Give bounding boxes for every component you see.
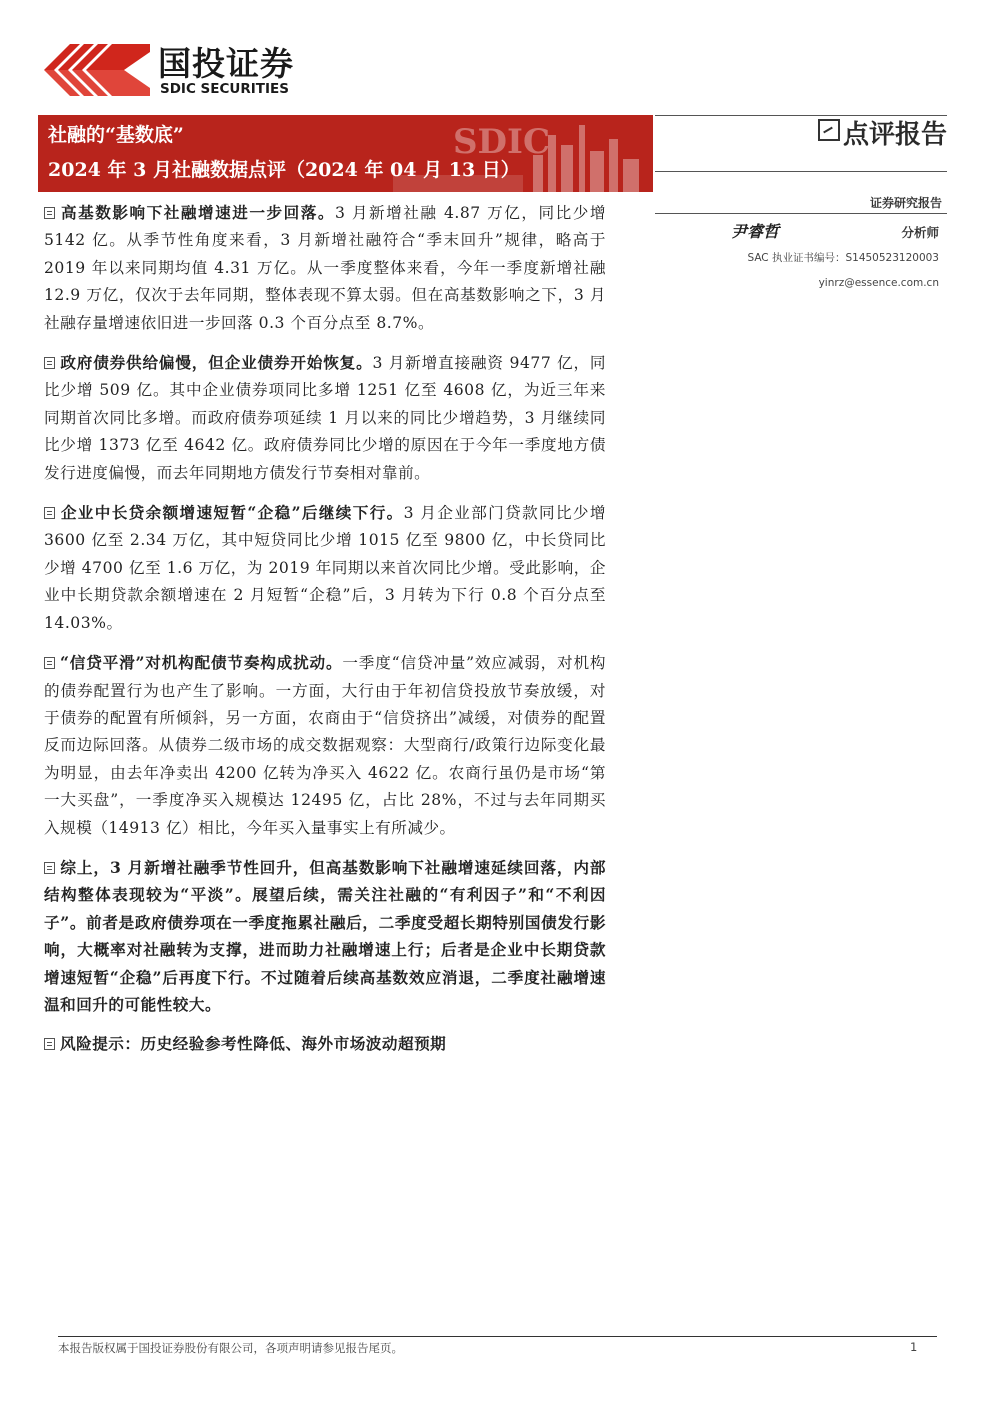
- bullet-icon: [44, 507, 55, 519]
- sidebar-analyst-rule: [655, 213, 947, 214]
- paragraph-lead: 政府债券供给偏慢，但企业债券开始恢复。: [60, 353, 373, 373]
- logo-stripes-icon: [44, 44, 150, 96]
- company-logo: [44, 44, 324, 100]
- title-banner: [38, 115, 653, 192]
- analyst-cert: SAC 执业证书编号：S1450523120003: [747, 252, 939, 264]
- banner-watermark-text: SDIC: [453, 122, 551, 162]
- paragraph-text: 3 月企业部门贷款同比少增 3600 亿至 2.34 万亿，其中短贷同比少增 1015 亿至 9800 亿，中长贷同比少增 4700 亿至 1.6 万亿，为 2019 年同期以来首次同比少增。受此影响，企业中长期贷款余额增速在 2 月短暂“企稳”后，3 月转为下行 0.8 个百分点至 14.03%。: [44, 504, 606, 632]
- report-title: 社融的“基数底”: [48, 124, 184, 146]
- logo-english-name: SDIC SECURITIES: [160, 81, 289, 97]
- paragraph-lead: 高基数影响下社融增速进一步回落。: [60, 203, 335, 222]
- paragraph-2: [44, 349, 606, 487]
- paragraph-lead: “信贷平滑”对机构配债节奏构成扰动。: [60, 653, 343, 673]
- sidebar-mid-rule: [655, 171, 947, 172]
- bullet-icon: [44, 862, 55, 874]
- report-subtitle: 2024 年 3 月社融数据点评（2024 年 04 月 13 日）: [48, 159, 520, 181]
- bullet-icon: [44, 357, 55, 369]
- paragraph-text: 一季度“信贷冲量”效应减弱，对机构的债券配置行为也产生了影响。一方面，大行由于年初信贷投放节奏放缓，对于债券的配置有所倾斜，另一方面，农商由于“信贷挤出”减缓，对债券的配置反而边际回落。从债券二级市场的成交数据观察：大型商行/政策行边际变化最为明显，由去年净卖出 4200 亿转为净买入 4622 亿。农商行虽仍是市场“第一大买盘”，一季度净买入规模达 12495 亿，占比 28%，不过与去年同期买入规模（14913 亿）相比，今年买入量事实上有所减少。: [44, 654, 606, 837]
- paragraph-text: 综上，3 月新增社融季节性回升，但高基数影响下社融增速延续回落，内部结构整体表现较为“平淡”。展望后续，需关注社融的“有利因子”和“不利因子”。前者是政府债券项在一季度拖累社融后，二季度受超长期特别国债发行影响，大概率对社融转为支撑，进而助力社融增速上行；后者是企业中长期贷款增速短暂“企稳”后再度下行。不过随着后续高基数效应消退，二季度社融增速温和回升的可能性较大。: [44, 857, 606, 1014]
- report-type-text: 点评报告: [842, 120, 947, 150]
- paragraph-summary: [44, 854, 606, 1018]
- paragraph-text: 3 月新增直接融资 9477 亿，同比少增 509 亿。其中企业债券项同比多增 1251 亿至 4608 亿，为近三年来同期首次同比多增。而政府债券项延续 1 月以来的同比少增趋势，3 月继续同比少增 1373 亿至 4642 亿。政府债券同比少增的原因在于今年一季度地方债发行进度偏慢，而去年同期地方债发行节奏相对靠前。: [44, 354, 606, 482]
- paragraph-text: 3 月新增社融 4.87 万亿，同比少增 5142 亿。从季节性角度来看，3 月新增社融符合“季末回升”规律，略高于 2019 年以来同期均值 4.31 万亿。从一季度整体来看，今年一季度新增社融 12.9 万亿，仅次于去年同期，整体表现不算太弱。但在高基数影响之下，3 月社融存量增速依旧进一步回落 0.3 个百分点至 8.7%。: [44, 204, 606, 332]
- paragraph-3: [44, 499, 606, 637]
- chart-trend-icon: [818, 119, 840, 141]
- analyst-email[interactable]: yinrz@essence.com.cn: [818, 277, 939, 289]
- report-type-label: [818, 115, 947, 155]
- page-number: 1: [910, 1340, 918, 1354]
- footer-rule: [58, 1336, 937, 1337]
- report-kind: 证券研究报告: [869, 196, 942, 210]
- paragraph-4: [44, 649, 606, 842]
- paragraph-1: [44, 199, 606, 337]
- footer-disclaimer: 本报告版权属于国投证券股份有限公司，各项声明请参见报告尾页。: [58, 1341, 403, 1355]
- bullet-icon: [44, 657, 55, 669]
- paragraph-text: 风险提示：历史经验参考性降低、海外市场波动超预期: [60, 1034, 447, 1054]
- report-body: [44, 199, 606, 1070]
- paragraph-lead: 企业中长贷余额增速短暂“企稳”后继续下行。: [60, 503, 404, 523]
- paragraph-risk: [44, 1030, 606, 1057]
- analyst-role: 分析师: [901, 225, 939, 240]
- analyst-name: 尹睿哲: [731, 222, 780, 241]
- bullet-icon: [44, 1038, 55, 1050]
- logo-chinese-name: 国投证券: [158, 44, 294, 83]
- bullet-icon: [44, 207, 55, 219]
